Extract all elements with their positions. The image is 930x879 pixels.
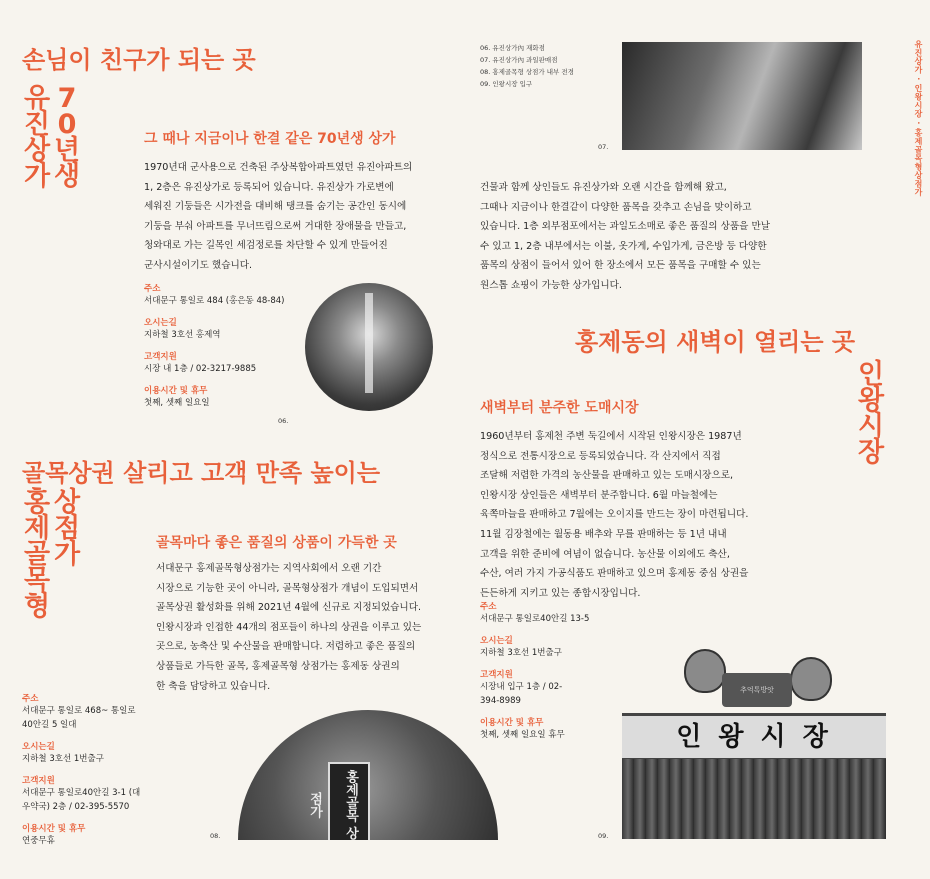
section1-vertical-title-left: 유 진 상 가 bbox=[23, 83, 51, 192]
section1-info: 주소 서대문구 통일로 484 (홍은동 48-84) 오시는길 지하철 3호선 홍제역 고객지원 시장 내 1층 / 02-3217-9885 이용시간 및 휴무 첫째, 셋째 일요일 bbox=[144, 284, 285, 408]
section3-vertical-title: 인 왕 시 장 bbox=[857, 359, 885, 468]
tiger-mascot-right bbox=[790, 657, 832, 701]
section2-subtitle: 골목마다 좋은 품질의 상품이 가득한 곳 bbox=[156, 535, 397, 551]
section1-vertical-title-right: 7 0 년 생 bbox=[53, 83, 81, 192]
section3-info: 주소 서대문구 통일로40안길 13-5 오시는길 지하철 3호선 1번출구 고객지원 시장내 입구 1층 / 02-394-8989 이용시간 및 휴무 첫째, 셋째 일요일 휴무 bbox=[480, 602, 590, 740]
photo-market-interior bbox=[622, 759, 886, 839]
photo-caption-09: 09. bbox=[598, 832, 609, 840]
section2-body: 서대문구 홍제골목형상점가는 지역사회에서 오랜 기간 시장으로 기능한 곳이 아니라, 골목형상점가 개념이 도입되면서 골목상권 활성화를 위해 2021년 4월에 신규로 지정되었습니다. 인왕시장과 인접한 44개의 점포들이 하나의 상권을 이루고 있는 곳으로, 농축산 및 수산물을 판매합니다. 저렴하고 좋은 품질의 상품들로 가득한 골목, 홍제골목형 상점가는 홍제동 상권의 한 축을 담당하고 있습니다. bbox=[156, 563, 422, 692]
photo-caption-07: 07. bbox=[598, 143, 609, 151]
section3-headline: 홍제동의 새벽이 열리는 곳 bbox=[575, 328, 856, 356]
section3-subtitle: 새벽부터 분주한 도매시장 bbox=[480, 400, 639, 416]
section1-body-continued: 건물과 함께 상인들도 유진상가와 오랜 시간을 함께해 왔고, 그때나 지금이나 한결같이 다양한 품목을 갖추고 손님을 맞이하고 있습니다. 1층 외부점포에서는 과일도소매로 좋은 품질의 상품을 만날 수 있고 1, 2층 내부에서는 이불, 옷가게, 수입가게, 금은방 등 다양한 품목의 상점이 들어서 있어 한 장소에서 모든 품목을 구매할 수 있는 원스톱 쇼핑이 가능한 상가입니다. bbox=[480, 182, 770, 291]
photo-inwang-market-entrance bbox=[622, 645, 886, 839]
section3-body: 1960년부터 홍제천 주변 둑길에서 시작된 인왕시장은 1987년 정식으로 전통시장으로 등록되었습니다. 각 산지에서 직접 조달해 저렴한 가격의 농산물을 판매하고 있는 도매시장으로, 인왕시장 상인들은 새벽부터 분주합니다. 6월 마늘철에는 육쪽마늘을 판매하고 7월에는 오이지를 만드는 장이 마련됩니다. 11월 김장철에는 월동용 배추와 무를 판매하는 등 1년 내내 고객을 위한 준비에 여념이 없습니다. 농산물 이외에도 축산, 수산, 여러 가지 가공식품도 판매하고 있으며 홍제동 중심 상권을 든든하게 지키고 있는 종합시장입니다. bbox=[480, 431, 749, 599]
section1-body: 1970년대 군사용으로 건축된 주상복합아파트였던 유진아파트의 1, 2층은 유진상가로 등록되어 있습니다. 유진상가 가로변에 세워진 기둥들은 시가전을 대비해 탱크를 숨기는 공간인 동시에 기둥을 부숴 아파트를 무너뜨림으로써 거대한 장애물을 만들고, 청와대로 가는 길목인 세검정로를 차단할 수 있게 만들어진 군사시설이기도 했습니다. bbox=[144, 162, 413, 271]
photo-yujin-fruit-stalls bbox=[622, 42, 862, 150]
side-band-text: 유진상가 · 인왕시장 · 홍제골목형상점가 bbox=[914, 40, 923, 197]
photo-main-sign: 인 왕 시 장 bbox=[622, 713, 886, 761]
photo-sign-hongje: 홍제골목 상점가 bbox=[328, 762, 370, 840]
photo-sub-sign: 추억톡방앗 bbox=[722, 673, 792, 707]
photo-caption-06: 06. bbox=[278, 417, 289, 425]
section1-headline: 손님이 친구가 되는 곳 bbox=[22, 46, 256, 74]
photo-caption-08: 08. bbox=[210, 832, 221, 840]
section2-vertical-title-left: 홍 제 골 목 형 bbox=[23, 487, 51, 622]
photo-yujin-shop-interior bbox=[305, 283, 433, 411]
section2-info: 주소 서대문구 통일로 468~ 통일로40안길 5 일대 오시는길 지하철 3호선 1번출구 고객지원 서대문구 통일로40안길 3-1 (대우약국) 2층 / 02-395-5570 이용시간 및 휴무 연중무휴 bbox=[22, 694, 141, 846]
photo-captions-list: 06. 유진상가內 재화점 07. 유진상가內 과일판매점 08. 홍제골목형 상점가 내부 전경 09. 인왕시장 입구 bbox=[480, 44, 574, 88]
photo-hongje-alley-wrapper bbox=[238, 710, 498, 840]
section2-vertical-title-right: 상 점 가 bbox=[53, 487, 81, 570]
tiger-mascot-left bbox=[684, 649, 726, 693]
section2-headline: 골목상권 살리고 고객 만족 높이는 bbox=[22, 459, 380, 487]
section1-subtitle: 그 때나 지금이나 한결 같은 70년생 상가 bbox=[144, 131, 396, 147]
